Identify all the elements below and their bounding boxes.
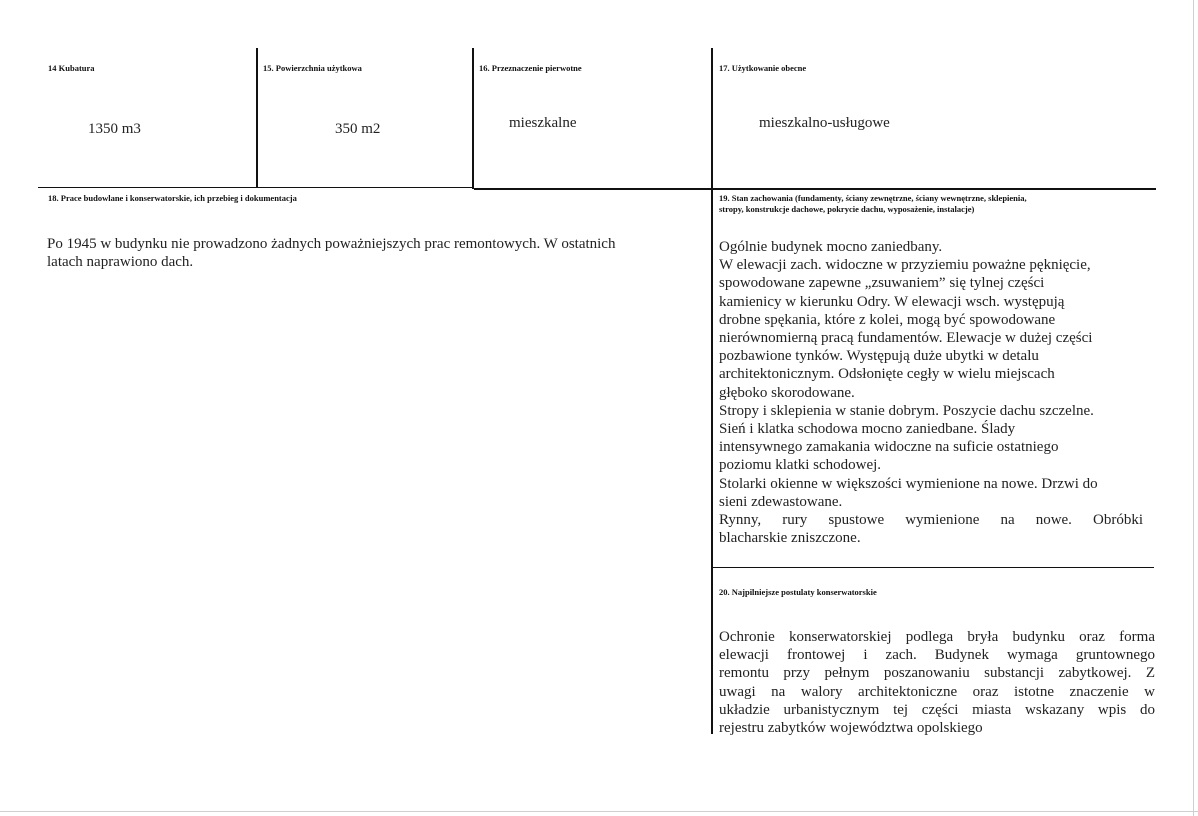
- text-line: remontu przy pełnym poszanowaniu substancji zabytkowej. Z: [719, 665, 1155, 682]
- text-line: rejestru zabytków województwa opolskiego: [719, 720, 983, 737]
- kubatura-label: 14 Kubatura: [48, 63, 95, 73]
- rule-h-f19-bottom: [712, 567, 1154, 568]
- usable-area-value: 350 m2: [335, 121, 381, 137]
- text-line: Sień i klatka schodowa mocno zaniedbane. Ślady: [719, 421, 1016, 438]
- works-documentation-text: [47, 235, 707, 271]
- scan-edge-bottom: [0, 811, 1198, 812]
- text-line: W elewacji zach. widoczne w przyziemiu poważne pęknięcie,: [719, 257, 1091, 274]
- conservation-postulates-label: 20. Najpilniejsze postulaty konserwatorskie: [719, 587, 877, 597]
- text-line: architektonicznym. Odsłonięte cegły w wielu miejscach: [719, 366, 1055, 383]
- original-purpose-value: mieszkalne: [509, 115, 577, 131]
- text-line: układzie urbanistycznym tej części miasta wskazany wpis do: [719, 701, 1155, 718]
- condition-text: [719, 238, 1151, 547]
- rule-h-row1-bottom: [38, 187, 474, 188]
- text-line: pozbawione tynków. Występują duże ubytki w detalu: [719, 348, 1039, 365]
- text-line: Ochronie konserwatorskiej podlega bryła budynku oraz forma: [719, 629, 1155, 645]
- usable-area-label: 15. Powierzchnia użytkowa: [263, 63, 362, 73]
- text-line: Po 1945 w budynku nie prowadzono żadnych poważniejszych prac remontowych. W ostatnich: [47, 236, 616, 252]
- current-use-value: mieszkalno-usługowe: [759, 115, 890, 131]
- text-line: elewacji frontowej i zach. Budynek wymaga gruntownego: [719, 647, 1155, 664]
- rule-h-mid: [474, 188, 1156, 190]
- text-line: spowodowane zapewne „zsuwaniem” się tylnej części: [719, 275, 1045, 292]
- rule-v1: [256, 48, 258, 188]
- scan-edge-right: [1193, 0, 1194, 816]
- current-use-label: 17. Użytkowanie obecne: [719, 63, 807, 73]
- text-line: intensywnego zamakania widoczne na suficie ostatniego: [719, 439, 1059, 456]
- label-line: stropy, konstrukcje dachowe, pokrycie dachu, wyposażenie, instalacje): [719, 204, 975, 214]
- kubatura-value: 1350 m3: [88, 121, 141, 137]
- original-purpose-label: 16. Przeznaczenie pierwotne: [479, 63, 582, 73]
- text-line: nierównomierną pracą fundamentów. Elewacje w dużej części: [719, 330, 1093, 347]
- rule-v2: [472, 48, 474, 189]
- label-line: 19. Stan zachowania (fundamenty, ściany zewnętrzne, ściany wewnętrzne, sklepienia,: [719, 193, 1027, 203]
- conservation-postulates-text: [719, 628, 1155, 737]
- text-line: blacharskie zniszczone.: [719, 530, 861, 547]
- text-line: Ogólnie budynek mocno zaniedbany.: [719, 239, 943, 255]
- text-line: Stropy i sklepienia w stanie dobrym. Poszycie dachu szczelne.: [719, 402, 1094, 419]
- text-line: Stolarki okienne w większości wymienione na nowe. Drzwi do: [719, 475, 1098, 492]
- rule-v3: [711, 48, 713, 734]
- text-line: drobne spękania, które z kolei, mogą być spowodowane: [719, 311, 1056, 328]
- text-line: latach naprawiono dach.: [47, 254, 194, 271]
- text-line: Rynny, rury spustowe wymienione na nowe. Obróbki: [719, 512, 1143, 529]
- text-line: kamienicy w kierunku Odry. W elewacji wsch. występują: [719, 293, 1065, 310]
- condition-label: [719, 193, 1159, 215]
- text-line: sieni zdewastowane.: [719, 493, 843, 510]
- text-line: poziomu klatki schodowej.: [719, 457, 882, 474]
- works-documentation-label: 18. Prace budowlane i konserwatorskie, ich przebieg i dokumentacja: [48, 193, 297, 203]
- text-line: głęboko skorodowane.: [719, 384, 855, 401]
- text-line: uwagi na walory architektoniczne oraz istotne znaczenie w: [719, 683, 1155, 700]
